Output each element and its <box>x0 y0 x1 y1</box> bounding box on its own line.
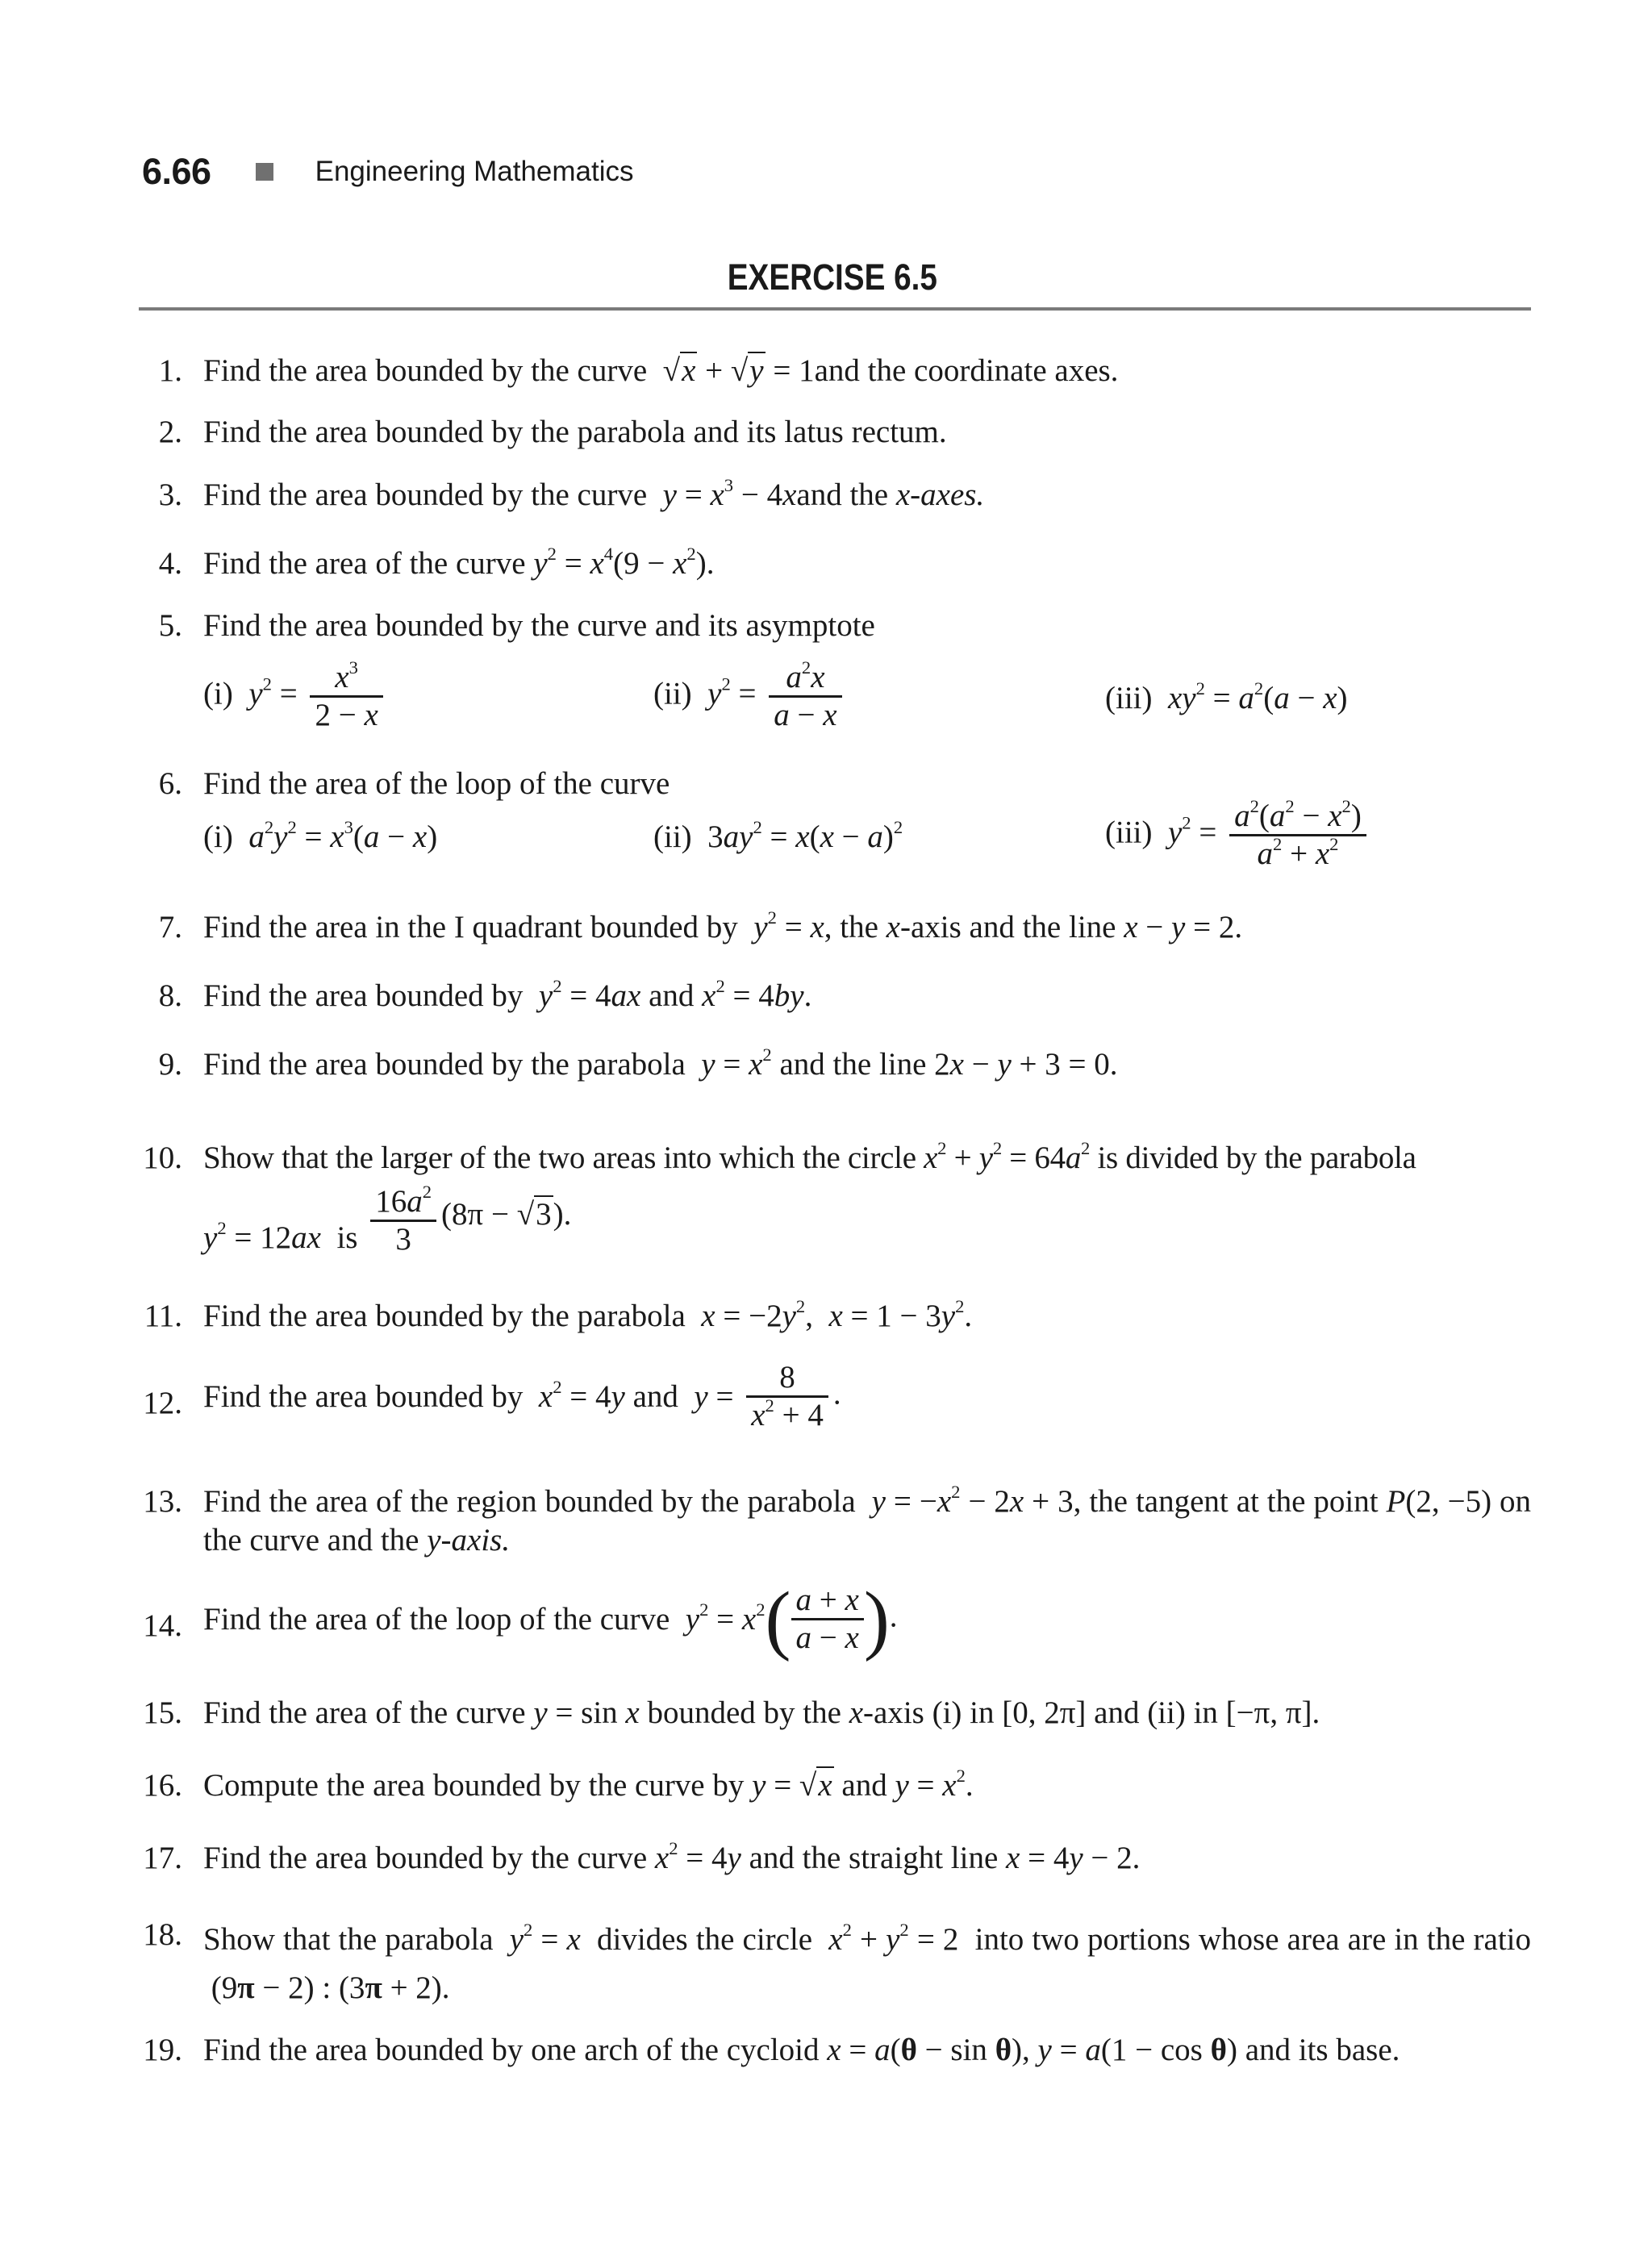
question-number: 11. <box>144 1299 182 1333</box>
question-text: Show that the larger of the two areas into which the circle $x^2 + y^2 = 64a^2$ is divided by the parabola <box>203 1138 1416 1175</box>
question-text: Find the area bounded by the curve $x^2 = 4y$ and the straight line x = 4y − 2. <box>203 1838 1141 1875</box>
part-ii: (ii) $3ay^2 = x(x - a)^2$ <box>653 817 903 854</box>
question-text: Find the area bounded by the curve and its asymptote <box>203 608 875 643</box>
question-number: 13. <box>143 1484 182 1519</box>
question-text: Compute the area bounded by the curve by y = √x and $y = x^2$. <box>203 1766 974 1803</box>
question-text: Find the area bounded by one arch of the cycloid x = a(θ − sin θ), y = a(1 − cos θ) and its base. <box>203 2033 1400 2067</box>
question-number: 7. <box>158 910 182 945</box>
question-number: 1. <box>158 353 182 388</box>
question-number: 2. <box>158 415 182 449</box>
question-text: Find the area bounded by $x^2 = 4y$ and y = $\frac{8}{x^2 + 4}$ . <box>203 1360 841 1432</box>
question-number: 12. <box>143 1386 182 1420</box>
square-bullet-icon <box>256 163 273 181</box>
question-text: Find the area bounded by $y^2 = 4ax$ and $x^2 = 4by$. <box>203 976 812 1013</box>
question-text: Find the area of the loop of the curve <box>203 766 670 801</box>
question-number: 5. <box>158 608 182 643</box>
question-text: Show that the parabola $y^2 = x$ divides the circle $x^2 + y^2 = 2$ into two portions whose area are in the ratio (9π − 2) : (3π + 2). <box>203 1920 1531 2005</box>
question-number: 15. <box>143 1695 182 1730</box>
question-number: 4. <box>158 546 182 581</box>
part-i: (i) $y^2$ = $\frac{x^3}{2 - x}$ <box>203 660 388 733</box>
question-text-cont: $y^2 = 12ax$ is $\frac{16a^2}{3}$ (8π − √3). <box>203 1182 572 1257</box>
question-number: 8. <box>158 978 182 1013</box>
question-text: Find the area bounded by the parabola $y = x^2$ and the line 2x − y + 3 = 0. <box>203 1045 1118 1082</box>
question-number: 9. <box>158 1047 182 1082</box>
title-rule <box>139 307 1531 311</box>
question-text: Find the area of the curve y = sin x bounded by the x-axis (i) in [0, 2π] and (ii) in [−π, π]. <box>203 1695 1320 1730</box>
question-number: 6. <box>158 766 182 801</box>
question-text: Find the area bounded by the curve $y = x^3$ − 4xand the x-axes. <box>203 475 985 512</box>
question-text: Find the area in the I quadrant bounded by $y^2 = x$, the x-axis and the line x − y = 2. <box>203 907 1243 945</box>
question-number: 19. <box>143 2033 182 2067</box>
question-text: Find the area of the region bounded by the parabola $y = -x^2 - 2x + 3$, the tangent at the point P(2, −5) on the curve and the y-axis. <box>203 1482 1532 1558</box>
book-title: Engineering Mathematics <box>315 156 634 187</box>
exercise-title: EXERCISE 6.5 <box>727 256 937 298</box>
question-number: 16. <box>143 1768 182 1803</box>
question-number: 17. <box>143 1841 182 1875</box>
page-number: 6.66 <box>142 151 211 192</box>
question-number: 3. <box>158 477 182 512</box>
part-ii: (ii) $y^2$ = $\frac{a^2x}{a - x}$ <box>653 660 847 733</box>
question-text: Find the area bounded by the curve √x + √y = 1and the coordinate axes. <box>203 353 1119 388</box>
part-iii: (iii) $xy^2 = a^2(a - x)$ <box>1105 678 1348 715</box>
question-number: 18. <box>143 1917 182 1952</box>
question-number: 14. <box>143 1608 182 1643</box>
question-text: Find the area bounded by the parabola $x = -2y^2$, $x = 1 - 3y^2$. <box>203 1296 973 1333</box>
part-i: (i) $a^2y^2 = x^3(a - x)$ <box>203 817 438 854</box>
question-text: Find the area of the loop of the curve $y^2 = x^2$( $\frac{a + x}{a - x}$ ). <box>203 1575 898 1662</box>
running-header <box>142 144 634 200</box>
question-number: 10. <box>143 1141 182 1175</box>
question-text: Find the area of the curve $y^2 = x^4(9 - x^2)$. <box>203 544 715 581</box>
question-text: Find the area bounded by the parabola and its latus rectum. <box>203 415 947 449</box>
part-iii: (iii) $y^2$ = $\frac{a^2(a^2 - x^2)}{a^2 + x^2}$ <box>1105 799 1371 872</box>
